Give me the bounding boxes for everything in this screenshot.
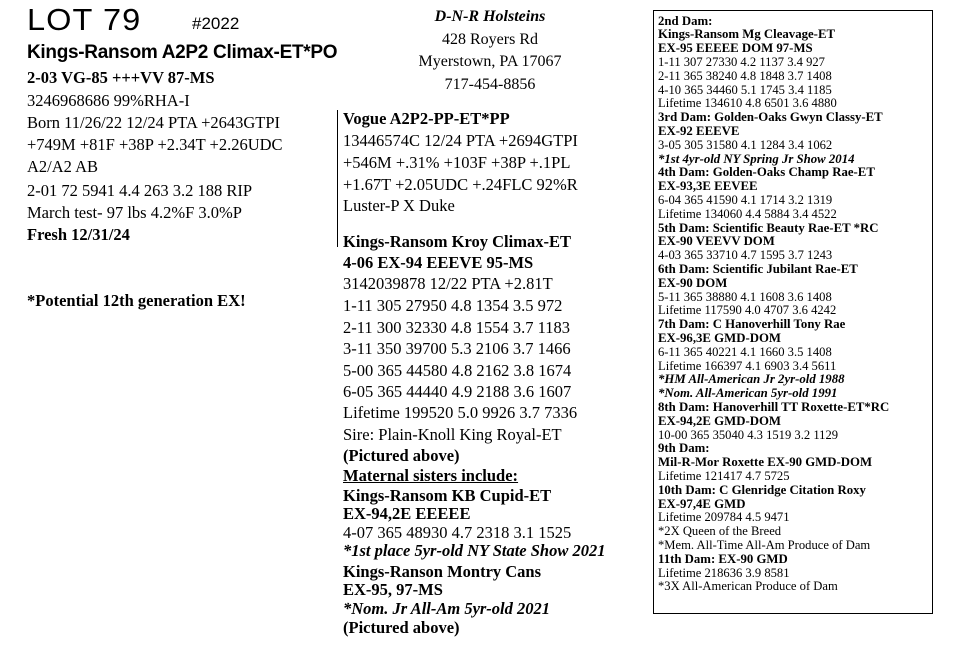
sister-2-classification: EX-95, 97-MS <box>343 580 443 599</box>
pedigree-line: 4-03 365 33710 4.7 1595 3.7 1243 <box>658 248 833 263</box>
dam-record: 1-11 305 27950 4.8 1354 3.5 972 <box>343 296 563 315</box>
pedigree-line: Lifetime 121417 4.7 5725 <box>658 468 790 483</box>
pedigree-line: 3rd Dam: Golden-Oaks Gwyn Classy-ET <box>658 110 883 125</box>
pedigree-line: 3-05 305 31580 4.1 1284 3.4 1062 <box>658 137 833 152</box>
sister-1-note: *1st place 5yr-old NY State Show 2021 <box>343 541 606 560</box>
sire-line-1: 13446574C 12/24 PTA +2694GTPI <box>343 131 578 150</box>
breeder-phone: 717-454-8856 <box>444 76 536 93</box>
fresh-date: Fresh 12/31/24 <box>27 225 130 244</box>
pedigree-line: 9th Dam: <box>658 441 710 456</box>
sire-line-2: +546M +.31% +103F +38P +.1PL <box>343 153 571 172</box>
pedigree-line: EX-90 DOM <box>658 275 728 290</box>
pedigree-line: 10th Dam: C Glenridge Citation Roxy <box>658 482 866 497</box>
pedigree-line: Lifetime 134060 4.4 5884 3.4 4522 <box>658 206 837 221</box>
pedigree-line: EX-97,4E GMD <box>658 496 746 511</box>
pedigree-line: 6-04 365 41590 4.1 1714 3.2 1319 <box>658 192 833 207</box>
pedigree-line: EX-93,3E EEVEE <box>658 179 758 194</box>
pedigree-line: Mil-R-Mor Roxette EX-90 GMD-DOM <box>658 455 873 470</box>
a2-line: A2/A2 AB <box>27 157 99 176</box>
pedigree-line: 4th Dam: Golden-Oaks Champ Rae-ET <box>658 165 875 180</box>
sister-1-classification: EX-94,2E EEEEE <box>343 504 471 523</box>
sister-2-name: Kings-Ranson Montry Cans <box>343 562 542 581</box>
pedigree-line: 6-11 365 40221 4.1 1660 3.5 1408 <box>658 344 832 359</box>
pedigree-line: *3X All-American Produce of Dam <box>658 579 838 594</box>
pedigree-line: Lifetime 166397 4.1 6903 3.4 5611 <box>658 358 837 373</box>
dam-record: 5-00 365 44580 4.8 2162 3.8 1674 <box>343 361 572 380</box>
pedigree-line: Lifetime 117590 4.0 4707 3.6 4242 <box>658 303 837 318</box>
breeder-name: D-N-R Holsteins <box>434 8 546 25</box>
pedigree-line: *1st 4yr-old NY Spring Jr Show 2014 <box>658 151 855 166</box>
sister-2-pictured: (Pictured above) <box>343 618 460 637</box>
born-line: Born 11/26/22 12/24 PTA +2643GTPI <box>27 113 281 132</box>
pedigree-line: Lifetime 209784 4.5 9471 <box>658 510 790 525</box>
breeder-street: 428 Royers Rd <box>442 31 538 48</box>
dam-sire: Sire: Plain-Knoll King Royal-ET <box>343 425 562 444</box>
pedigree-line: EX-95 EEEEE DOM 97-MS <box>658 41 813 56</box>
sire-divider <box>337 110 338 247</box>
registration-line: 3246968686 99%RHA-I <box>27 91 190 110</box>
pedigree-line: EX-92 EEEVE <box>658 123 740 138</box>
pedigree-line: 2nd Dam: <box>658 13 713 28</box>
dam-pictured: (Pictured above) <box>343 446 460 465</box>
sister-1-name: Kings-Ransom KB Cupid-ET <box>343 486 552 505</box>
dam-record: 3-11 350 39700 5.3 2106 3.7 1466 <box>343 339 571 358</box>
classification: 2-03 VG-85 +++VV 87-MS <box>27 68 215 87</box>
dam-record: 2-11 300 32330 4.8 1554 3.7 1183 <box>343 318 571 337</box>
lot-title: LOT 79 <box>27 2 142 37</box>
pedigree-line: 1-11 307 27330 4.2 1137 3.4 927 <box>658 54 825 69</box>
maternal-sisters-heading: Maternal sisters include: <box>343 466 519 485</box>
sire-line-4: Luster-P X Duke <box>343 196 455 215</box>
genomic-line: +749M +81F +38P +2.34T +2.26UDC <box>27 135 283 154</box>
pedigree-line: *2X Queen of the Breed <box>658 524 782 539</box>
pedigree-line: 8th Dam: Hanoverhill TT Roxette-ET*RC <box>658 399 890 414</box>
record-line: 2-01 72 5941 4.4 263 3.2 188 RIP <box>27 181 253 200</box>
sister-2-note: *Nom. Jr All-Am 5yr-old 2021 <box>343 599 551 618</box>
dam-record: 6-05 365 44440 4.9 2188 3.6 1607 <box>343 382 572 401</box>
potential-note: *Potential 12th generation EX! <box>27 291 246 310</box>
pedigree-line: 5-11 365 38880 4.1 1608 3.6 1408 <box>658 289 832 304</box>
pedigree-line: Lifetime 218636 3.9 8581 <box>658 565 790 580</box>
dam-lifetime: Lifetime 199520 5.0 9926 3.7 7336 <box>343 403 578 422</box>
pedigree-line: Lifetime 134610 4.8 6501 3.6 4880 <box>658 96 837 111</box>
pedigree-line: Kings-Ransom Mg Cleavage-ET <box>658 27 836 42</box>
animal-name: Kings-Ransom A2P2 Climax-ET*PO <box>27 42 338 63</box>
lot-number: #2022 <box>192 14 240 33</box>
march-test-line: March test- 97 lbs 4.2%F 3.0%P <box>27 203 242 222</box>
pedigree-line: EX-96,3E GMD-DOM <box>658 330 781 345</box>
breeder-city: Myerstown, PA 17067 <box>418 53 562 70</box>
pedigree-line: 6th Dam: Scientific Jubilant Rae-ET <box>658 261 858 276</box>
pedigree-line: 5th Dam: Scientific Beauty Rae-ET *RC <box>658 220 879 235</box>
pedigree-line: 11th Dam: EX-90 GMD <box>658 551 788 566</box>
pedigree-line: *HM All-American Jr 2yr-old 1988 <box>658 372 845 387</box>
sire-line-3: +1.67T +2.05UDC +.24FLC 92%R <box>343 175 578 194</box>
dam-classification: 4-06 EX-94 EEEVE 95-MS <box>343 253 534 272</box>
pedigree-line: *Nom. All-American 5yr-old 1991 <box>658 386 838 401</box>
sister-1-record: 4-07 365 48930 4.7 2318 3.1 1525 <box>343 523 572 542</box>
pedigree-line: 10-00 365 35040 4.3 1519 3.2 1129 <box>658 427 839 442</box>
sire-name: Vogue A2P2-PP-ET*PP <box>343 109 510 128</box>
pedigree-line: 2-11 365 38240 4.8 1848 3.7 1408 <box>658 68 832 83</box>
pedigree-line: EX-94,2E GMD-DOM <box>658 413 781 428</box>
pedigree-line: 7th Dam: C Hanoverhill Tony Rae <box>658 317 846 332</box>
pedigree-line: 4-10 365 34460 5.1 1745 3.4 1185 <box>658 82 832 97</box>
dam-registration: 3142039878 12/22 PTA +2.81T <box>343 274 553 293</box>
pedigree-line: *Mem. All-Time All-Am Produce of Dam <box>658 537 871 552</box>
pedigree-line: EX-90 VEEVV DOM <box>658 234 775 249</box>
dam-name: Kings-Ransom Kroy Climax-ET <box>343 232 571 251</box>
